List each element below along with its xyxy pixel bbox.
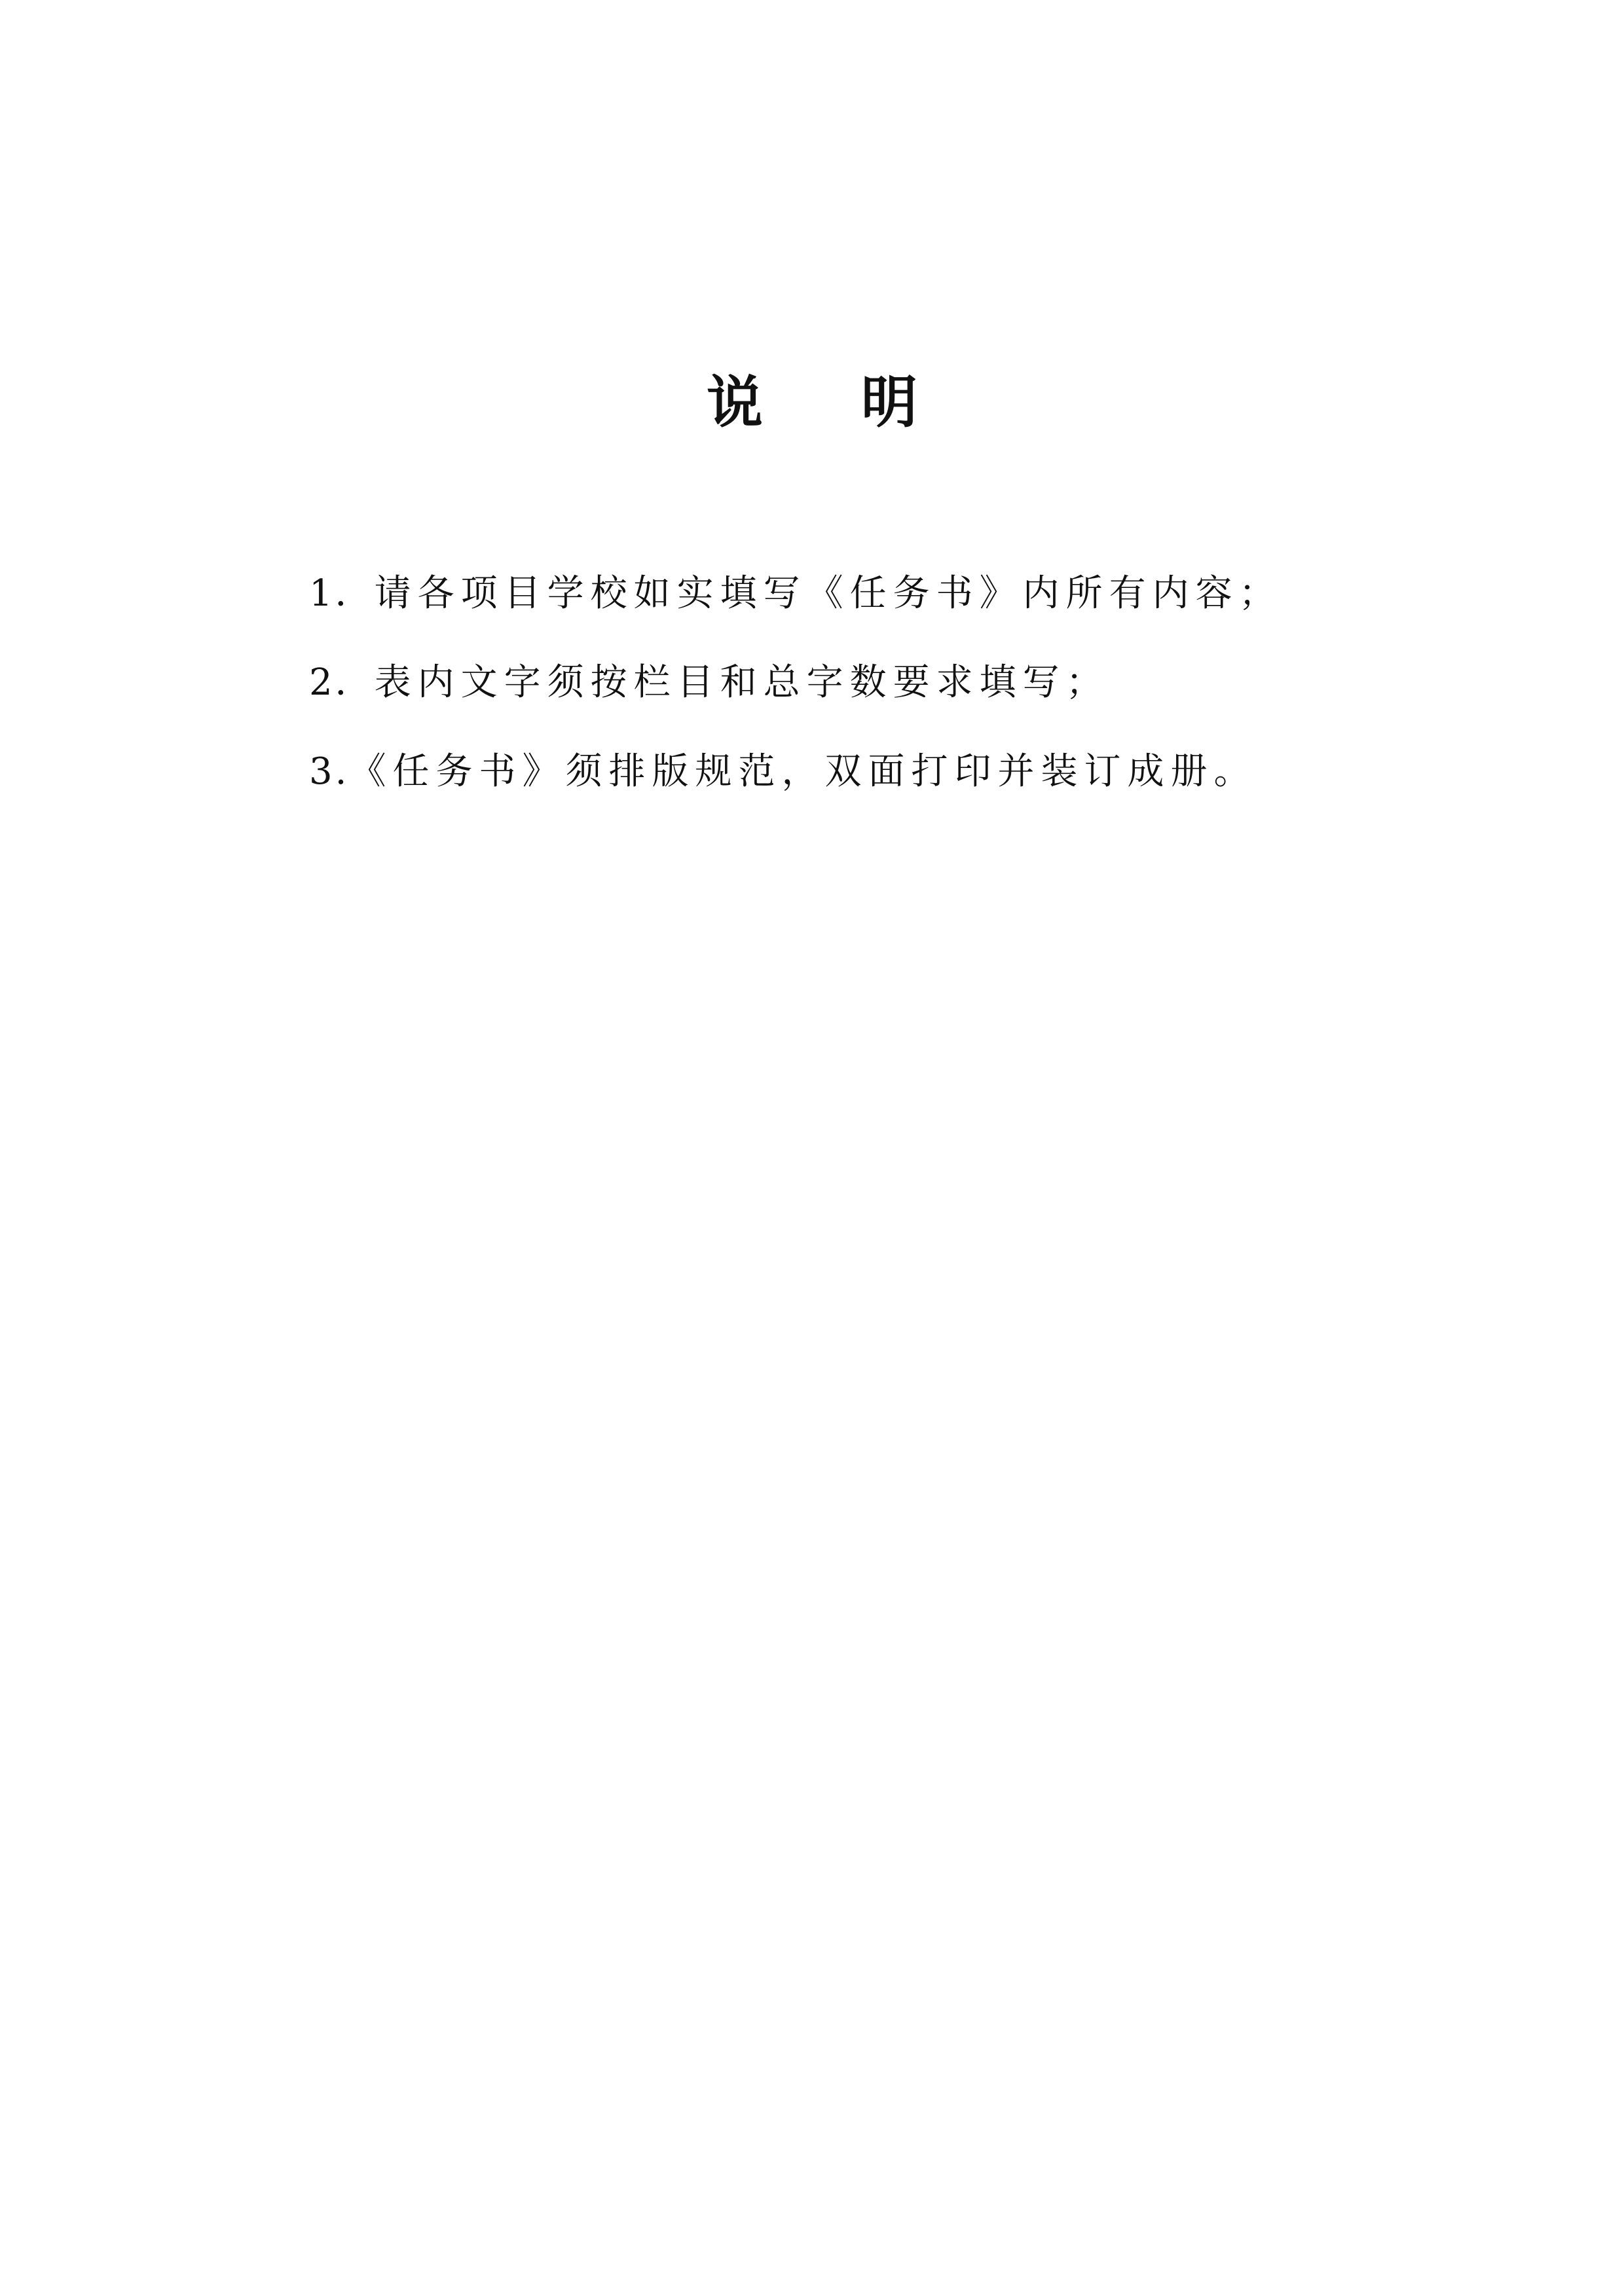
title-char-2: 明 bbox=[861, 369, 917, 435]
instruction-item-1 bbox=[309, 564, 1357, 623]
item-text: 请各项目学校如实填写《任务书》内所有内容； bbox=[374, 572, 1282, 615]
instruction-item-2 bbox=[309, 653, 1357, 712]
instruction-item-3 bbox=[309, 742, 1357, 801]
title-char-1: 说 bbox=[707, 369, 763, 435]
item-text: 《任务书》须排版规范，双面打印并装订成册。 bbox=[349, 750, 1257, 793]
item-number: 2． bbox=[309, 661, 375, 704]
item-number: 1． bbox=[309, 572, 375, 615]
instruction-list bbox=[309, 564, 1357, 831]
item-number: 3. bbox=[309, 750, 350, 793]
item-text: 表内文字须按栏目和总字数要求填写； bbox=[374, 661, 1109, 704]
page-title bbox=[0, 363, 1624, 442]
